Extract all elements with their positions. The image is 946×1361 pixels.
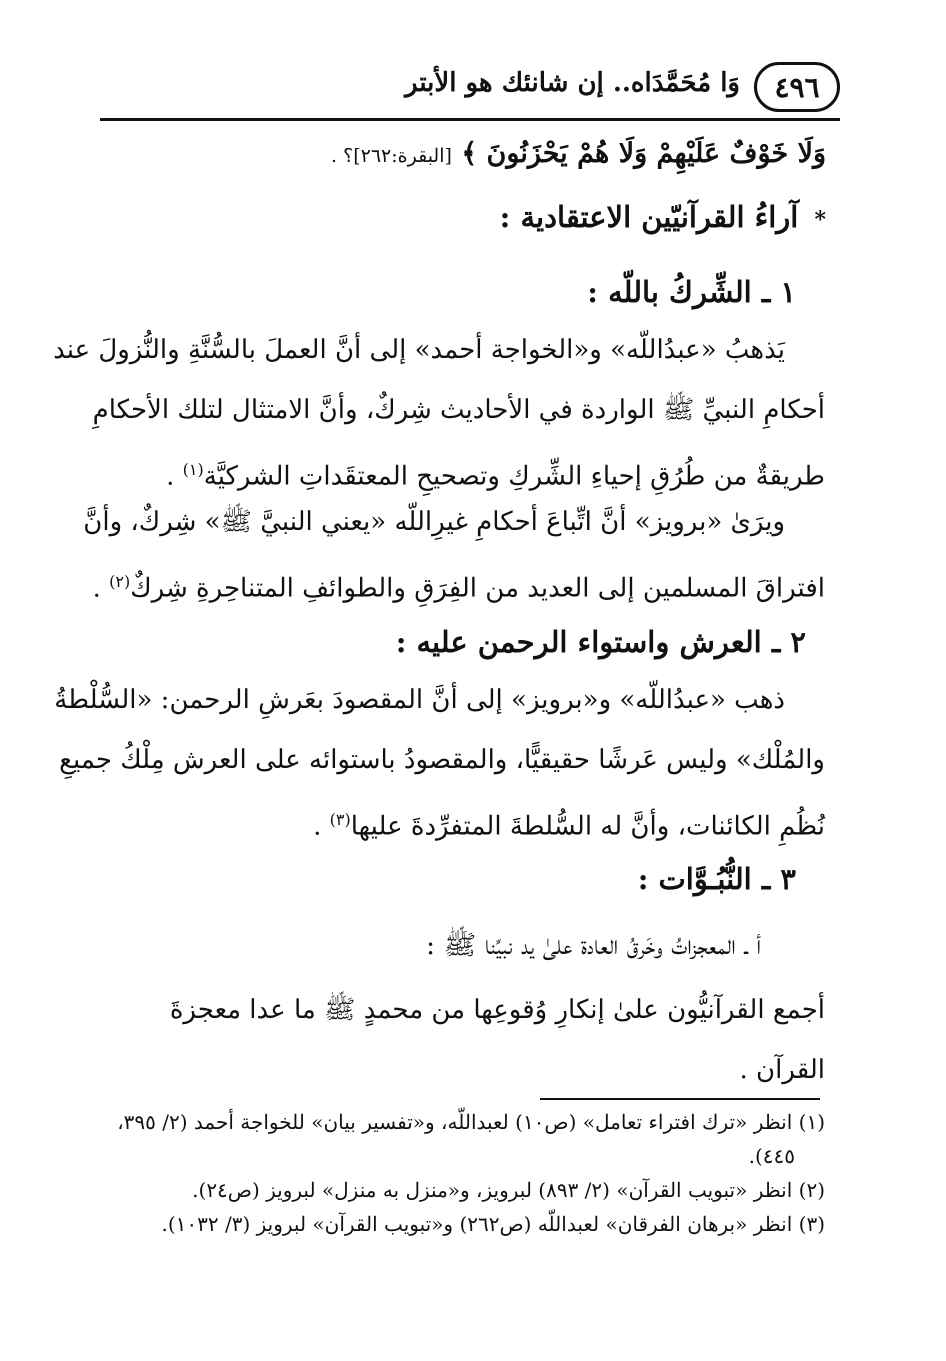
footnote-divider <box>540 1098 820 1100</box>
text-line: ذهب «عبدُاللّه» و«برويز» إلى أنَّ المقصودَ بعَرشِ الرحمن: «السُّلْطةُ <box>54 685 785 715</box>
text-line: طريقةٌ من طُرُقِ إحياءِ الشِّركِ وتصحيحِ المعتقَداتِ الشركيَّة$^{(١)}$ . <box>166 460 825 492</box>
section-heading <box>500 200 826 234</box>
text-line: أجمع القرآنيُّون علىٰ إنكارِ وُقوعِها من محمدٍ ﷺ ما عدا معجزةَ <box>169 995 825 1025</box>
footnote-3: (٣) انظر «برهان الفرقان» لعبداللّه (ص٢٦٢) و«تبويب القرآن» لبرويز (٣/ ١٠٣٢). <box>161 1212 825 1236</box>
footnotes <box>95 1105 825 1241</box>
paragraph-arsh <box>54 670 825 857</box>
quran-quote <box>331 138 826 169</box>
subsection-heading-arsh: ٢ ـ العرش واستواء الرحمن عليه : <box>395 625 806 659</box>
footnote-mark: (١) <box>182 460 204 479</box>
subsection-subheading-miracles: أ ـ المعجزاتُ وخَرقُ العادة علىٰ يد نبيِّنا ﷺ : <box>425 930 761 961</box>
footnote-1: (١) انظر «ترك افتراء تعامل» (ص١٠) لعبداللّه، و«تفسير بيان» للخواجة أحمد (٢/ ٣٩٥، <box>117 1110 825 1134</box>
text-line: والمُلْك» وليس عَرشًا حقيقيًّا، والمقصودُ باستوائه على العرش مِلْكُ جميعِ <box>59 745 825 775</box>
text-line: ويرَىٰ «برويز» أنَّ اتِّباعَ أحكامِ غيرِاللّه «يعني النبيَّ ﷺ» شِركٌ، وأنَّ <box>83 507 785 537</box>
section-heading-text: آراءُ القرآنيّين الاعتقادية : <box>499 200 799 234</box>
text-line: نُظُمِ الكائنات، وأنَّ له السُّلطةَ المتفرِّدةَ عليها$^{(٣)}$ . <box>313 810 825 842</box>
footnote-1-continuation: ٤٤٥). <box>748 1144 795 1168</box>
text-line: القرآن . <box>739 1055 825 1085</box>
page-header <box>100 62 840 122</box>
page-number: ٤٩٦ <box>754 62 840 112</box>
paragraph-shirk-2 <box>83 492 825 619</box>
paragraph-miracles <box>95 980 825 1100</box>
paragraph-shirk-1 <box>53 320 825 507</box>
subsection-heading-nubuwwat: ٣ ـ النُّبُـوَّات : <box>637 862 796 896</box>
text-line: افتراقَ المسلمين إلى العديد من الفِرَقِ والطوائفِ المتناحِرةِ شِركٌ$^{(٢)}$ . <box>92 572 825 604</box>
text-line: أحكامِ النبيِّ ﷺ الواردة في الأحاديث شِركٌ، وأنَّ الامتثال لتلك الأحكامِ <box>92 395 825 425</box>
footnote-2: (٢) انظر «تبويب القرآن» (٢/ ٨٩٣) لبرويز، و«منزل به منزل» لبرويز (ص٢٤). <box>192 1178 825 1202</box>
asterisk-bullet-icon: * <box>814 207 826 233</box>
header-divider <box>100 118 840 121</box>
running-title: وَا مُحَمَّدَاه.. إن شانئك هو الأبتر <box>404 68 740 98</box>
footnote-mark: (٣) <box>329 810 351 829</box>
text-line: يَذهبُ «عبدُاللّه» و«الخواجة أحمد» إلى أنَّ العملَ بالسُّنَّةِ والنُّزولَ عند <box>53 335 785 365</box>
footnote-mark: (٢) <box>109 572 131 591</box>
quote-reference: [البقرة:٢٦٢]؟ . <box>331 145 452 167</box>
subsection-heading-shirk: ١ ـ الشِّركُ باللّه : <box>587 275 796 309</box>
quote-text: وَلَا خَوْفٌ عَلَيْهِمْ وَلَا هُمْ يَحْزَنُونَ ﴾ <box>461 138 826 169</box>
